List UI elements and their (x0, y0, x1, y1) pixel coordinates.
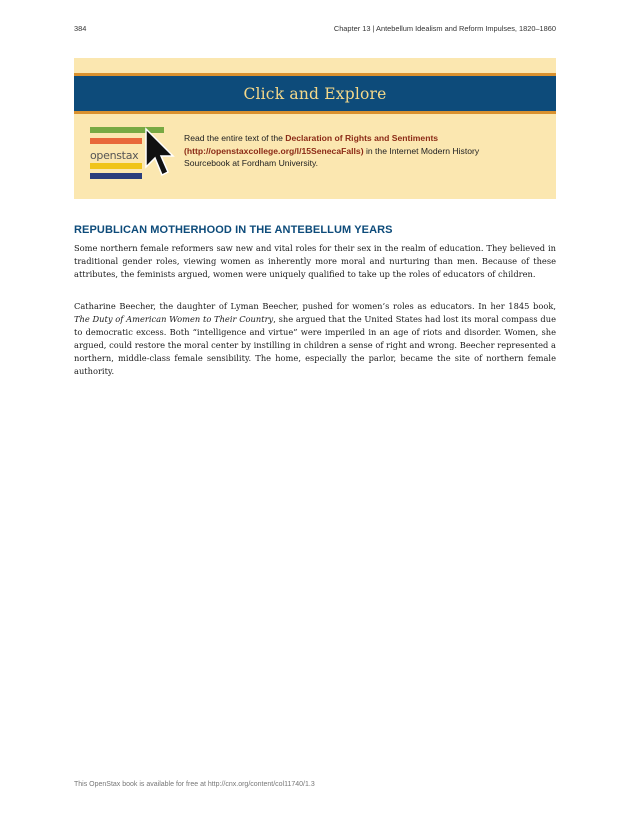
declaration-link[interactable]: Declaration of Rights and Sentiments (http://openstaxcollege.org/l/15SenecaFalls) (184, 133, 439, 156)
book-title: The Duty of American Women to Their Country (74, 314, 274, 325)
logo-yellow-bar (90, 163, 142, 169)
chapter-title: Chapter 13 | Antebellum Idealism and Reform Impulses, 1820–1860 (333, 24, 556, 33)
feature-title-bar (74, 73, 556, 114)
logo-navy-bar (90, 173, 142, 179)
logo-orange-bar (90, 138, 142, 144)
feature-text-before: Read the entire text of the (184, 133, 286, 143)
page-header (74, 24, 556, 36)
paragraph-2 (74, 300, 556, 379)
click-and-explore-box (74, 58, 556, 199)
page-number: 384 (74, 24, 87, 33)
page-footer: This OpenStax book is available for free at http://cnx.org/content/col11740/1.3 (74, 781, 315, 788)
feature-title: Click and Explore (243, 84, 387, 103)
paragraph-2-end: , she argued that the United States had lost its moral compass due to democratic excess. Both “intelligence and virtue” were imperiled in an age of riots and disorder. Women, she argued, could restore the moral center by instilling in children a sense of right and wrong. Beecher represented a northern, middle-class female sensibility. The home, especially the parlor, became the site of northern female authority. (74, 314, 556, 377)
openstax-logo (90, 127, 174, 183)
feature-text-after: in the Internet Modern History Sourcebook at Fordham University. (184, 145, 480, 169)
cursor-arrow-icon (144, 127, 176, 179)
paragraph-1: Some northern female reformers saw new and vital roles for their sex in the realm of education. They believed in traditional gender roles, viewing women as inherently more moral and nurturing than men. Because of these attributes, the feminists argued, women were uniquely qualified to take up the roles of educators of children. (74, 243, 556, 280)
feature-top-strip (74, 58, 556, 73)
paragraph-2-start: Catharine Beecher, the daughter of Lyman Beecher, pushed for women’s roles as educators. In her 1845 book, (74, 301, 556, 311)
logo-text: openstax (90, 149, 139, 162)
section-heading: REPUBLICAN MOTHERHOOD IN THE ANTEBELLUM YEARS (74, 224, 393, 236)
feature-body (184, 132, 524, 170)
